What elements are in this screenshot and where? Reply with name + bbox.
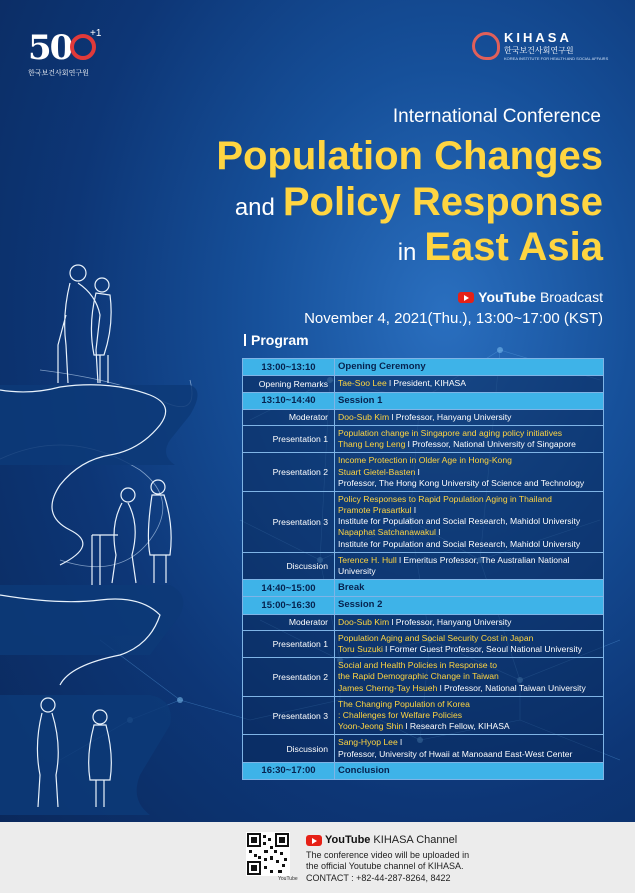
kihasa-english: KOREA INSTITUTE FOR HEALTH AND SOCIAL AFFAIRS — [504, 56, 609, 61]
program-row-label: 13:10~14:40 — [243, 392, 335, 409]
speaker-name: Terence H. Hull — [338, 554, 397, 565]
program-row-label: 14:40~15:00 — [243, 580, 335, 597]
program-row-label: Presentation 2 — [243, 658, 335, 697]
program-line: the Rapid Demographic Change in Taiwan — [338, 671, 499, 682]
speaker-affiliation: l Professor, National Taiwan University — [437, 682, 586, 693]
program-row-label: Discussion — [243, 735, 335, 762]
program-row-content — [335, 552, 604, 579]
speaker-affiliation: l President, KIHASA — [386, 378, 467, 389]
program-row-label: Presentation 3 — [243, 696, 335, 735]
program-row-content — [335, 392, 604, 409]
program-line: Income Protection in Older Age in Hong-Kong — [338, 455, 512, 466]
speaker-affiliation: l Professor, National University of Singapore — [405, 439, 576, 450]
program-row-label: Presentation 1 — [243, 426, 335, 453]
program-line: Break — [338, 582, 365, 594]
program-session-row — [243, 359, 604, 376]
program-row — [243, 552, 604, 579]
program-line — [338, 644, 600, 655]
footer-line-2: the official Youtube channel of KIHASA. — [306, 861, 464, 872]
program-line: Institute for Population and Social Research, Mahidol University — [338, 538, 581, 549]
program-row-label: 13:00~13:10 — [243, 359, 335, 376]
event-title — [216, 134, 603, 271]
program-line — [338, 683, 600, 694]
speaker-name: James Cherng-Tay Hsueh — [338, 682, 438, 693]
speaker-name: Tae-Soo Lee — [338, 378, 387, 389]
youtube-play-icon — [458, 292, 474, 303]
program-line — [338, 467, 600, 478]
program-line: : Challenges for Welfare Policies — [338, 709, 463, 720]
speaker-name: Toru Suzuki — [338, 644, 383, 655]
speaker-name: Yoon-Jeong Shin — [338, 721, 404, 732]
title-line-2-prefix: and — [234, 193, 275, 221]
speaker-name: Doo-Sub Kim — [338, 411, 390, 422]
speaker-affiliation: l Former Guest Professor, Seoul National University — [382, 644, 583, 655]
footer — [0, 822, 635, 893]
program-session-row — [243, 392, 604, 409]
footer-youtube-channel[interactable] — [306, 834, 457, 846]
title-line-1: Population Changes — [216, 134, 603, 178]
qr-code-label: YouTube — [278, 876, 298, 882]
program-row-label: Presentation 3 — [243, 491, 335, 552]
program-line: Institute for Population and Social Research, Mahidol University — [338, 516, 581, 527]
program-line: Session 2 — [338, 599, 383, 611]
program-line — [338, 737, 600, 748]
program-row — [243, 409, 604, 425]
youtube-word: YouTube — [478, 289, 536, 305]
program-row-content — [335, 426, 604, 453]
program-row-label: Moderator — [243, 409, 335, 425]
event-datetime: November 4, 2021(Thu.), 13:00~17:00 (KST) — [304, 310, 603, 327]
title-line-3-main: East Asia — [424, 225, 603, 270]
broadcast-label: Broadcast — [539, 289, 603, 305]
title-line-2-main: Policy Response — [282, 179, 603, 224]
program-row-content — [335, 735, 604, 762]
program-row — [243, 614, 604, 630]
program-row-content — [335, 696, 604, 735]
speaker-name: Sang-Hyop Lee — [338, 737, 398, 748]
program-line: Social and Health Policies in Response to — [338, 660, 498, 671]
footer-youtube-word: YouTube — [325, 834, 371, 846]
program-row-content — [335, 762, 604, 779]
program-line: Policy Responses to Rapid Population Aging in Thailand — [338, 493, 552, 504]
kihasa-name: KIHASA — [504, 30, 572, 45]
speaker-affiliation: l — [397, 737, 403, 748]
footer-channel-name: KIHASA Channel — [373, 834, 458, 846]
program-line — [338, 555, 600, 577]
program-line — [338, 721, 600, 732]
program-line: Opening Ceremony — [338, 361, 426, 372]
program-line — [338, 505, 600, 516]
program-line: Professor, University of Hwaii at Manoaand East-West Center — [338, 748, 573, 759]
program-table — [242, 358, 604, 780]
speaker-affiliation: l — [411, 505, 416, 516]
qr-code-icon[interactable] — [246, 832, 290, 876]
program-row — [243, 658, 604, 697]
program-session-row — [243, 597, 604, 614]
program-line: Population change in Singapore and aging policy initiatives — [338, 428, 563, 439]
program-heading: Program — [244, 332, 309, 348]
program-row — [243, 376, 604, 392]
footer-contact: CONTACT : +82-44-287-8264, 8422 — [306, 872, 451, 883]
program-row-content — [335, 630, 604, 657]
program-line — [338, 412, 600, 423]
program-row-label: Presentation 2 — [243, 453, 335, 492]
speaker-name: Pramote Prasartkul — [338, 505, 412, 516]
50th-anniversary-logo — [28, 28, 128, 77]
youtube-broadcast — [458, 289, 603, 305]
speaker-affiliation: l — [435, 527, 441, 538]
program-row — [243, 696, 604, 735]
program-row — [243, 453, 604, 492]
program-line — [338, 527, 600, 538]
title-line-2 — [216, 180, 603, 226]
speaker-name: Thang Leng Leng — [338, 439, 406, 450]
title-line-3 — [216, 225, 603, 271]
program-row-content — [335, 580, 604, 597]
speaker-affiliation: l Professor, Hanyang University — [389, 616, 512, 627]
speaker-affiliation: l Research Fellow, KIHASA — [403, 721, 510, 732]
program-row-label: Presentation 1 — [243, 630, 335, 657]
speaker-affiliation: l Emeritus Professor, The Australian National University — [338, 554, 570, 576]
program-row-label: Moderator — [243, 614, 335, 630]
program-row-content — [335, 491, 604, 552]
program-row-content — [335, 614, 604, 630]
program-line — [338, 617, 600, 628]
program-line: Professor, The Hong Kong University of Science and Technology — [338, 477, 585, 488]
speaker-name: Doo-Sub Kim — [338, 616, 390, 627]
program-session-row — [243, 580, 604, 597]
program-line: Conclusion — [338, 764, 390, 776]
program-line — [338, 378, 600, 389]
program-row-label: 15:00~16:30 — [243, 597, 335, 614]
program-row-content — [335, 658, 604, 697]
elderly-people-illustration — [0, 255, 230, 815]
program-line — [338, 439, 600, 450]
anniversary-number: 50 — [28, 28, 72, 68]
program-row — [243, 630, 604, 657]
speaker-name: Stuart Gietel-Basten — [338, 466, 416, 477]
event-kind: International Conference — [392, 106, 601, 127]
program-row-label: 16:30~17:00 — [243, 762, 335, 779]
program-row-content — [335, 409, 604, 425]
speaker-name: Napaphat Satchanawakul — [338, 527, 436, 538]
kihasa-mark-icon — [472, 32, 500, 60]
program-row — [243, 735, 604, 762]
program-row-content — [335, 597, 604, 614]
footer-line-1: The conference video will be uploaded in — [306, 850, 470, 860]
speaker-affiliation: l — [415, 466, 420, 477]
program-session-row — [243, 762, 604, 779]
program-row — [243, 426, 604, 453]
kihasa-korean: 한국보건사회연구원 — [504, 46, 574, 55]
program-row-label: Opening Remarks — [243, 376, 335, 392]
program-row-content — [335, 453, 604, 492]
kihasa-logo — [472, 30, 608, 61]
program-line: Population Aging and Social Security Cost in Japan — [338, 632, 534, 643]
speaker-affiliation: l Professor, Hanyang University — [389, 411, 512, 422]
title-line-3-prefix: in — [397, 239, 417, 267]
anniversary-subtitle: 한국보건사회연구원 — [28, 70, 89, 77]
youtube-play-icon — [306, 835, 322, 846]
program-row-label: Discussion — [243, 552, 335, 579]
program-line: Session 1 — [338, 394, 383, 406]
anniversary-plus: +1 — [90, 28, 102, 39]
program-row-content — [335, 359, 604, 376]
footer-notice — [306, 850, 469, 884]
program-row — [243, 491, 604, 552]
program-line: The Changing Population of Korea — [338, 698, 470, 709]
program-row-content — [335, 376, 604, 392]
